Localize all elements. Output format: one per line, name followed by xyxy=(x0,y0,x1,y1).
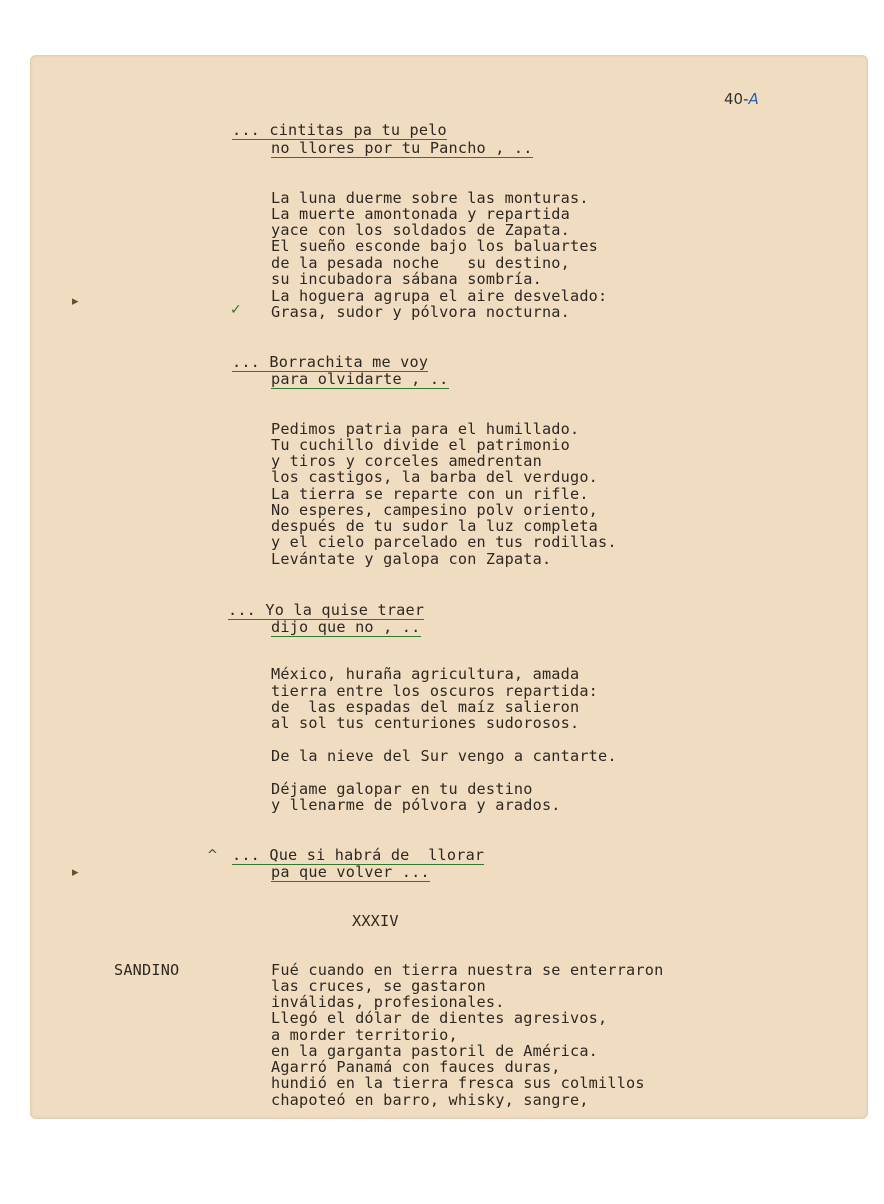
verse-line: De la nieve del Sur vengo a cantarte. xyxy=(271,747,617,765)
refrain-line: ... cintitas pa tu pelo xyxy=(232,121,447,139)
verse-line: de la pesada noche su destino, xyxy=(271,254,570,272)
verse-line: después de tu sudor la luz completa xyxy=(271,517,599,535)
section-label: SANDINO xyxy=(114,961,180,979)
page-number-suffix: A xyxy=(748,90,759,108)
verse-line: hundió en la tierra fresca sus colmillos xyxy=(271,1074,645,1092)
verse-line: y llenarme de pólvora y arados. xyxy=(271,796,561,814)
check-mark-icon: ✓ xyxy=(230,302,242,318)
verse-line: Fué cuando en tierra nuestra se enterraron xyxy=(271,961,664,979)
verse-line: El sueño esconde bajo los baluartes xyxy=(271,237,599,255)
margin-mark-icon: ▸ xyxy=(72,294,79,309)
refrain-line: ... Borrachita me voy xyxy=(232,353,429,371)
section-numeral: XXXIV xyxy=(352,912,399,930)
verse-line: inválidas, profesionales. xyxy=(271,993,505,1011)
verse-line: México, huraña agricultura, amada xyxy=(271,665,580,683)
verse-line: Déjame galopar en tu destino xyxy=(271,780,533,798)
verse-line: chapoteó en barro, whisky, sangre, xyxy=(271,1091,589,1109)
refrain-line: no llores por tu Pancho , .. xyxy=(271,139,533,157)
verse-line: La muerte amontonada y repartida xyxy=(271,205,570,223)
verse-line: Grasa, sudor y pólvora nocturna. xyxy=(271,303,570,321)
verse-line: los castigos, la barba del verdugo. xyxy=(271,468,599,486)
refrain-line: para olvidarte , .. xyxy=(271,370,449,388)
verse-line: Tu cuchillo divide el patrimonio xyxy=(271,436,570,454)
verse-line: y el cielo parcelado en tus rodillas. xyxy=(271,533,617,551)
caret-mark-icon: ^ xyxy=(207,848,218,863)
verse-line: La luna duerme sobre las monturas. xyxy=(271,189,589,207)
refrain-line: pa que volver ... xyxy=(271,863,430,881)
verse-line: La tierra se reparte con un rifle. xyxy=(271,485,589,503)
verse-line: de las espadas del maíz salieron xyxy=(271,698,580,716)
refrain-line: ... Que si habrá de llorar xyxy=(232,846,485,864)
verse-line: tierra entre los oscuros repartida: xyxy=(271,682,599,700)
verse-line: Llegó el dólar de dientes agresivos, xyxy=(271,1009,608,1027)
margin-mark-icon: ▸ xyxy=(72,865,79,880)
refrain-line: dijo que no , .. xyxy=(271,618,421,636)
verse-line: las cruces, se gastaron xyxy=(271,977,486,995)
verse-line: y tiros y corceles amedrentan xyxy=(271,452,542,470)
verse-line: Levántate y galopa con Zapata. xyxy=(271,550,552,568)
verse-line: yace con los soldados de Zapata. xyxy=(271,221,570,239)
verse-line: en la garganta pastoril de América. xyxy=(271,1042,599,1060)
verse-line: Pedimos patria para el humillado. xyxy=(271,420,580,438)
verse-line: Agarró Panamá con fauces duras, xyxy=(271,1058,561,1076)
verse-line: a morder territorio, xyxy=(271,1026,458,1044)
verse-line: su incubadora sábana sombría. xyxy=(271,270,542,288)
verse-line: La hoguera agrupa el aire desvelado: xyxy=(271,287,608,305)
page-number-value: 40 xyxy=(724,90,744,108)
refrain-line: ... Yo la quise traer xyxy=(228,601,425,619)
verse-line: al sol tus centuriones sudorosos. xyxy=(271,714,580,732)
page-number: 40-A xyxy=(724,90,759,108)
verse-line: No esperes, campesino polv oriento, xyxy=(271,501,599,519)
